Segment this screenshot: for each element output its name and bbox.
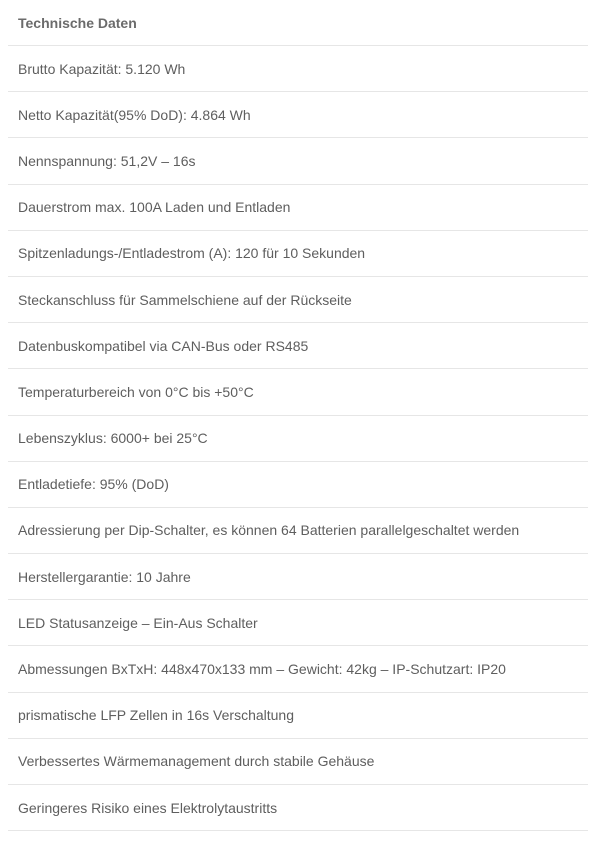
table-row: LED Statusanzeige – Ein-Aus Schalter	[8, 600, 588, 646]
table-row: Netto Kapazität(95% DoD): 4.864 Wh	[8, 92, 588, 138]
table-row: Brutto Kapazität: 5.120 Wh	[8, 46, 588, 92]
table-row: Lebenszyklus: 6000+ bei 25°C	[8, 416, 588, 462]
table-row: Nennspannung: 51,2V – 16s	[8, 138, 588, 184]
table-row: Steckanschluss für Sammelschiene auf der Rückseite	[8, 277, 588, 323]
table-row: Spitzenladungs-/Entladestrom (A): 120 für 10 Sekunden	[8, 231, 588, 277]
table-row: Herstellergarantie: 10 Jahre	[8, 554, 588, 600]
technical-data-table	[8, 0, 588, 831]
table-row: Geringeres Risiko eines Elektrolytaustritts	[8, 785, 588, 831]
table-row: Adressierung per Dip-Schalter, es können 64 Batterien parallelgeschaltet werden	[8, 508, 588, 554]
table-row: Entladetiefe: 95% (DoD)	[8, 462, 588, 508]
table-row: Dauerstrom max. 100A Laden und Entladen	[8, 185, 588, 231]
table-title: Technische Daten	[8, 0, 588, 46]
table-row: prismatische LFP Zellen in 16s Verschaltung	[8, 693, 588, 739]
table-row: Abmessungen BxTxH: 448x470x133 mm – Gewicht: 42kg – IP-Schutzart: IP20	[8, 646, 588, 692]
table-row: Verbessertes Wärmemanagement durch stabile Gehäuse	[8, 739, 588, 785]
table-row: Temperaturbereich von 0°C bis +50°C	[8, 369, 588, 415]
table-row: Datenbuskompatibel via CAN-Bus oder RS485	[8, 323, 588, 369]
